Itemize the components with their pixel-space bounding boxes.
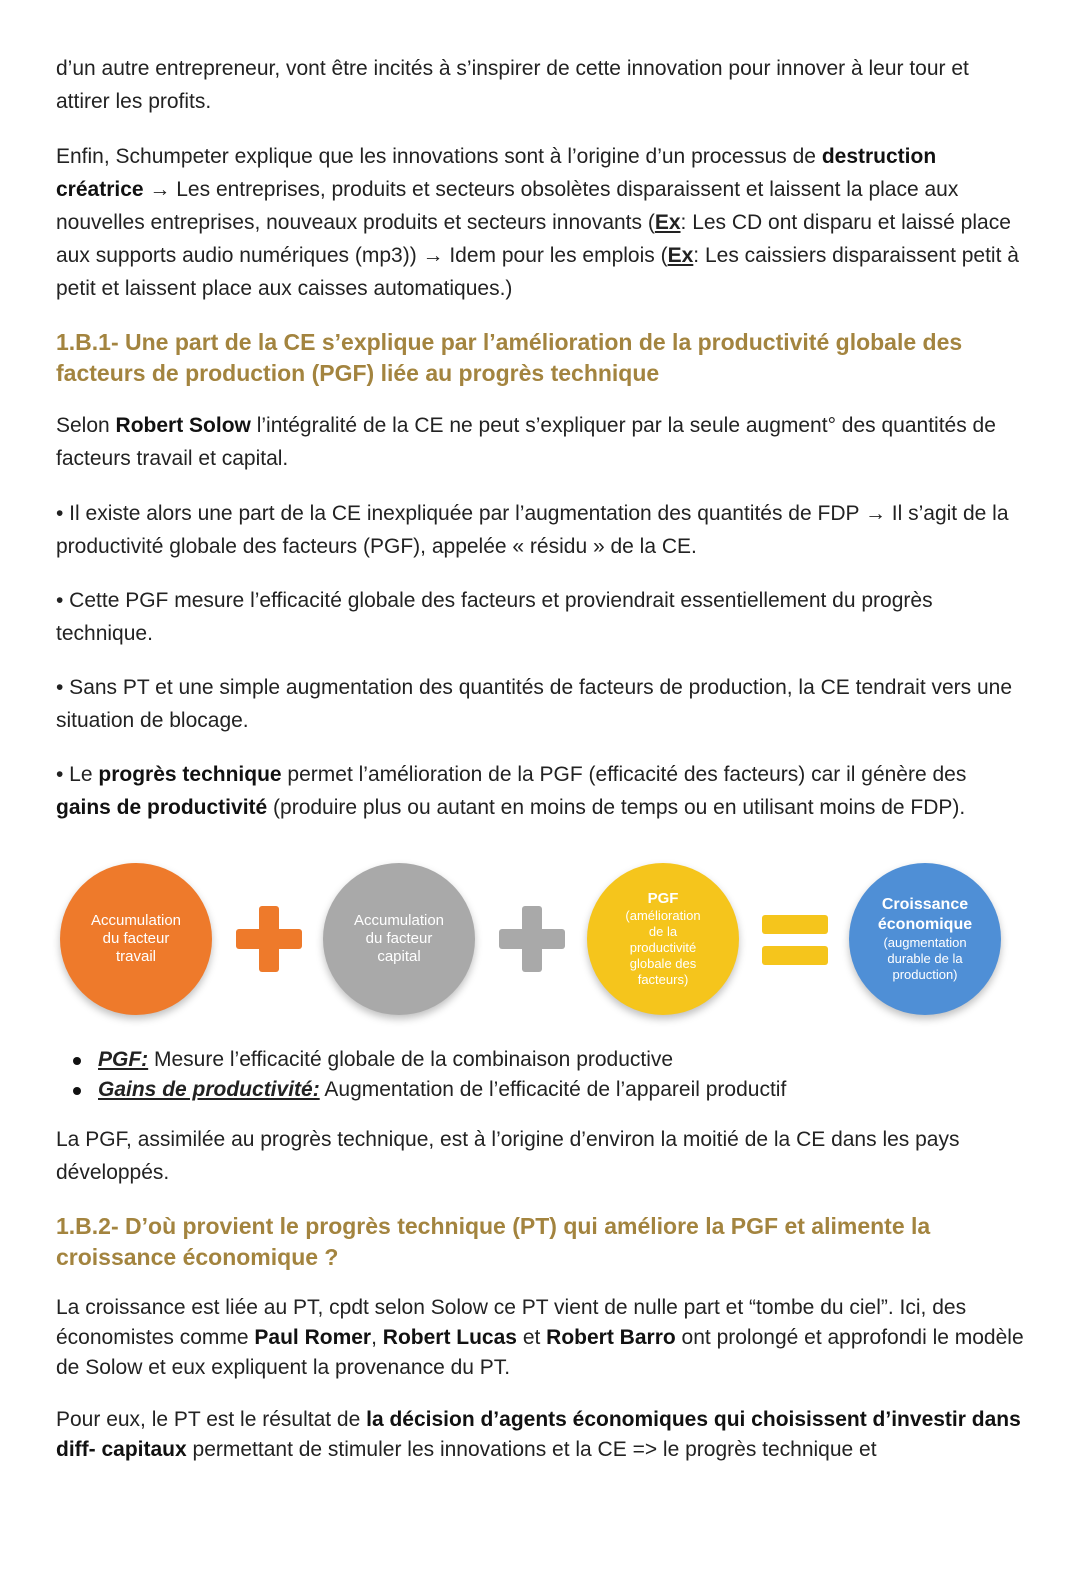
labor-accumulation-circle: Accumulation du facteur travail (60, 863, 212, 1015)
bullet-paragraph: • Il existe alors une part de la CE inexpliquée par l’augmentation des quantités de FDP → Il s’agit de la productivité globale des facteurs (PGF), appelée « résidu » de la CE. (56, 502, 1009, 558)
author-name: Paul Romer (254, 1326, 372, 1349)
paragraph-romer: La croissance est liée au PT, cpdt selon Solow ce PT vient de nulle part et “tombe du ciel”. Ici, des économistes comme Paul Romer, Robert Lucas et Robert Barro ont prolongé et approfondi le modèle de Solow et eux expliquent la provenance du PT. (56, 1296, 1024, 1379)
bullet-paragraph: • Sans PT et une simple augmentation des quantités de facteurs de production, la CE tendrait vers une situation de blocage. (56, 676, 1013, 732)
paragraph-intro: d’un autre entrepreneur, vont être incités à s’inspirer de cette innovation pour innover à leur tour et attirer les profits. (56, 57, 969, 113)
list-item: Gains de productivité: Augmentation de l’efficacité de l’appareil productif (98, 1075, 1026, 1105)
term-destruction-creatrice: destruction créatrice (56, 145, 937, 201)
section-heading-1b2: 1.B.2- D’où provient le progrès technique (PT) qui améliore la PGF et alimente la croissance économique ? (56, 1213, 931, 1270)
economic-growth-circle: Croissance économique (augmentation durable de la production) (849, 863, 1001, 1015)
document-page (56, 52, 1026, 1465)
plus-icon (236, 906, 302, 972)
author-name: Robert Lucas (382, 1326, 517, 1349)
author-name: Robert Solow (115, 414, 251, 437)
equals-icon (762, 915, 828, 965)
paragraph-destruction-creatrice: Enfin, Schumpeter explique que les innovations sont à l’origine d’un processus de destruction créatrice → Les entreprises, produits et secteurs obsolètes disparaissent et laissent la place aux nouvelles entreprises, nouveaux produits et secteurs innovants (Ex: Les CD ont disparu et laissé place aux supports audio numériques (mp3)) → Idem pour les emplois (Ex: Les caissiers disparaissent petit à petit et laissent place aux caisses automatiques.) (56, 145, 1019, 300)
paragraph-pgf-half: La PGF, assimilée au progrès technique, est à l’origine d’environ la moitié de la CE dans les pays développés. (56, 1128, 960, 1184)
bullet-paragraph: • Le progrès technique permet l’amélioration de la PGF (efficacité des facteurs) car il génère des gains de productivité (produire plus ou autant en moins de temps ou en utilisant moins de FDP). (56, 763, 967, 819)
list-item: PGF: Mesure l’efficacité globale de la combinaison productive (98, 1045, 1026, 1075)
example-label: Ex (667, 244, 694, 267)
capital-accumulation-circle: Accumulation du facteur capital (323, 863, 475, 1015)
definitions-list (56, 1045, 1026, 1105)
example-label: Ex (654, 211, 681, 234)
plus-icon (499, 906, 565, 972)
pgf-circle: PGF (amélioration de la productivité globale des facteurs) (587, 863, 739, 1015)
bullet-paragraph: • Cette PGF mesure l’efficacité globale des facteurs et proviendrait essentiellement du progrès technique. (56, 589, 933, 645)
growth-equation-diagram (56, 845, 1026, 1031)
section-heading-1b1: 1.B.1- Une part de la CE s’explique par l’amélioration de la productivité globale des facteurs de production (PGF) liée au progrès technique (56, 329, 963, 386)
paragraph-solow: Selon Robert Solow l’intégralité de la CE ne peut s’expliquer par la seule augment° des quantités de facteurs travail et capital. (56, 414, 996, 470)
author-name: Robert Barro (546, 1326, 676, 1349)
paragraph-last: Pour eux, le PT est le résultat de la décision d’agents économiques qui choisissent d’investir dans diff- capitaux permettant de stimuler les innovations et la CE => le progrès technique et (56, 1408, 1021, 1461)
